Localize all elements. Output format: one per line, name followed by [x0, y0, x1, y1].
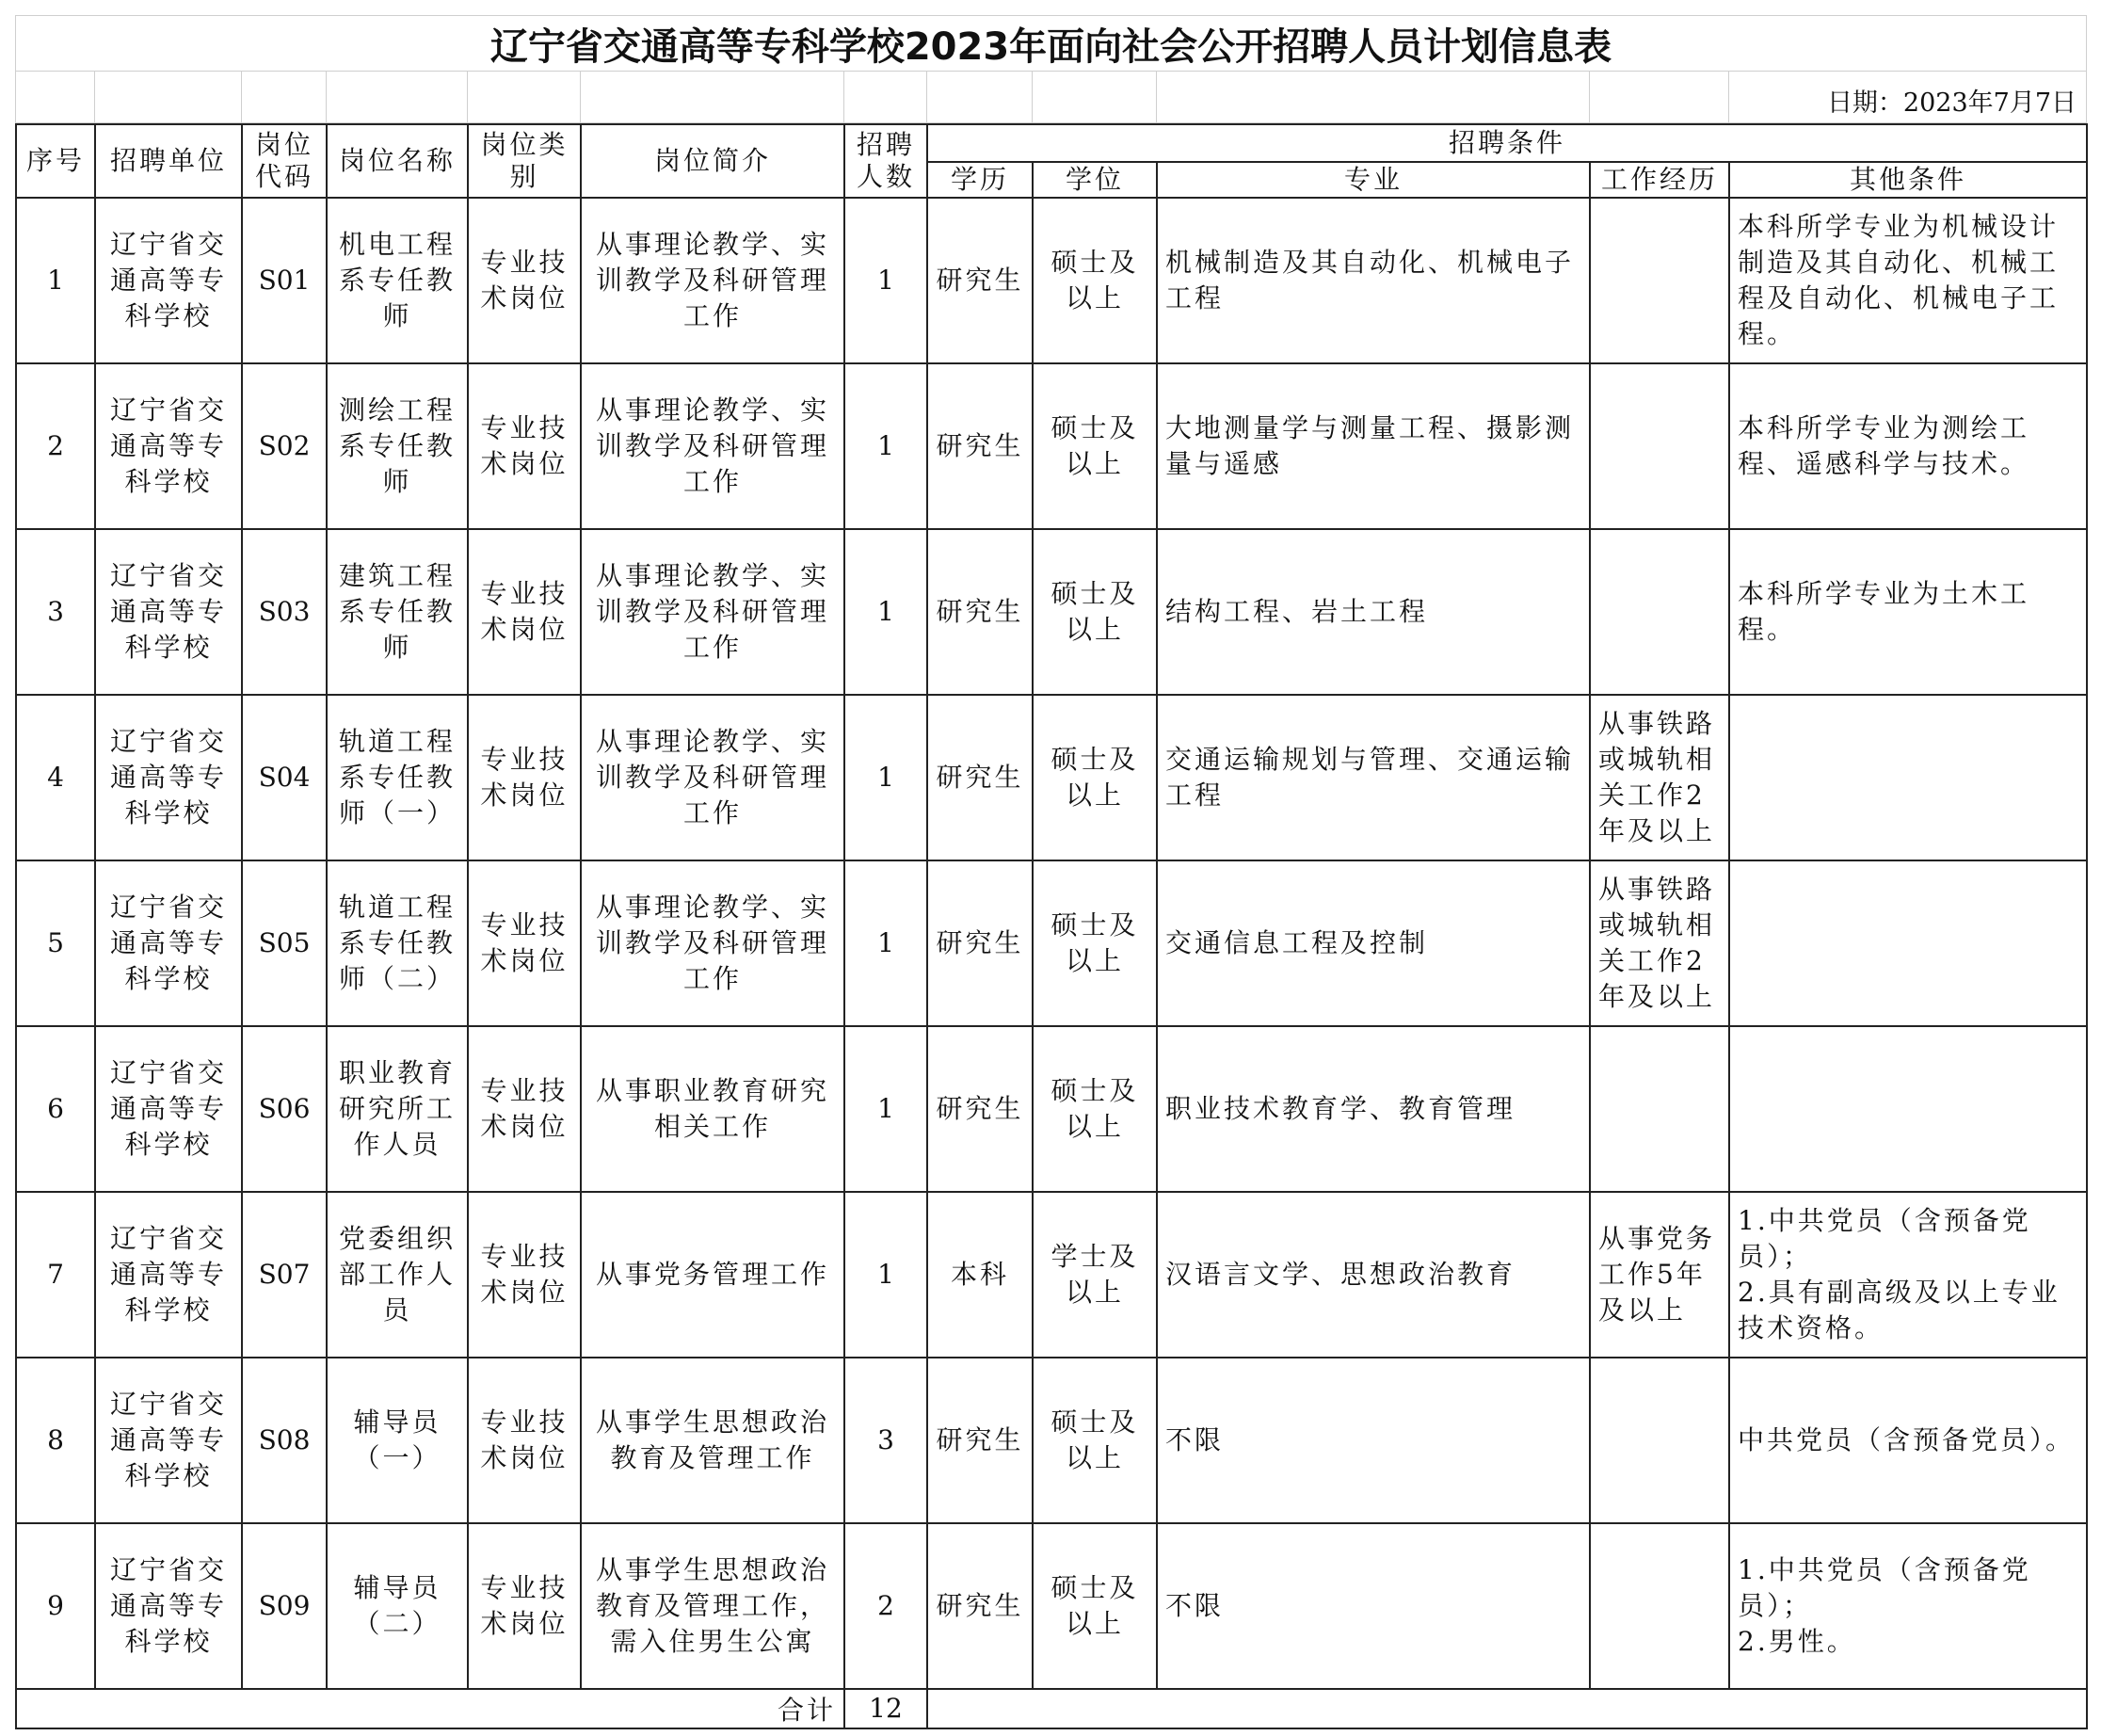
cell-seq: 7	[16, 1192, 95, 1358]
blank-cell	[1033, 72, 1157, 123]
cell-code: S06	[242, 1026, 327, 1192]
cell-experience	[1590, 363, 1729, 529]
cell-experience	[1590, 1026, 1729, 1192]
total-label: 合计	[16, 1689, 844, 1728]
header-type: 岗位类 别	[468, 124, 581, 198]
blank-cell	[95, 72, 242, 123]
table-row	[16, 1358, 2087, 1523]
cell-other-conditions	[1729, 1026, 2087, 1192]
blank-cell	[1590, 72, 1729, 123]
cell-education: 研究生	[927, 695, 1033, 860]
cell-other-conditions: 本科所学专业为机械设计制造及其自动化、机械工程及自动化、机械电子工程。	[1729, 198, 2087, 363]
blank-cell	[327, 72, 468, 123]
cell-other-conditions	[1729, 695, 2087, 860]
cell-code: S02	[242, 363, 327, 529]
header-count: 招聘 人数	[844, 124, 927, 198]
cell-degree: 硕士及以上	[1033, 695, 1157, 860]
cell-position-type: 专业技术岗位	[468, 1192, 581, 1358]
cell-position-type: 专业技术岗位	[468, 198, 581, 363]
cell-position-type: 专业技术岗位	[468, 529, 581, 695]
cell-seq: 5	[16, 860, 95, 1026]
cell-education: 研究生	[927, 860, 1033, 1026]
cell-count: 1	[844, 1192, 927, 1358]
blank-cell	[927, 72, 1033, 123]
blank-cell	[468, 72, 581, 123]
cell-position-name: 建筑工程系专任教师	[327, 529, 468, 695]
cell-unit: 辽宁省交通高等专科学校	[95, 1523, 242, 1689]
cell-description: 从事学生思想政治教育及管理工作	[581, 1358, 844, 1523]
cell-education: 研究生	[927, 529, 1033, 695]
table-row	[16, 363, 2087, 529]
cell-major: 交通信息工程及控制	[1157, 860, 1590, 1026]
cell-experience: 从事铁路或城轨相关工作2年及以上	[1590, 860, 1729, 1026]
cell-experience	[1590, 1523, 1729, 1689]
cell-position-name: 辅导员（二）	[327, 1523, 468, 1689]
page-title: 辽宁省交通高等专科学校2023年面向社会公开招聘人员计划信息表	[16, 16, 2087, 72]
cell-code: S01	[242, 198, 327, 363]
cell-code: S09	[242, 1523, 327, 1689]
cell-code: S03	[242, 529, 327, 695]
cell-unit: 辽宁省交通高等专科学校	[95, 363, 242, 529]
cell-major: 汉语言文学、思想政治教育	[1157, 1192, 1590, 1358]
table-row	[16, 1192, 2087, 1358]
cell-other-conditions: 中共党员（含预备党员）。	[1729, 1358, 2087, 1523]
cell-degree: 硕士及以上	[1033, 1523, 1157, 1689]
cell-description: 从事理论教学、实训教学及科研管理工作	[581, 695, 844, 860]
cell-other-conditions: 1.中共党员（含预备党员）； 2.具有副高级及以上专业技术资格。	[1729, 1192, 2087, 1358]
blank-cell	[1157, 72, 1590, 123]
table-row	[16, 695, 2087, 860]
cell-other-conditions: 本科所学专业为测绘工程、遥感科学与技术。	[1729, 363, 2087, 529]
cell-degree: 硕士及以上	[1033, 1358, 1157, 1523]
header-education: 学历	[927, 162, 1033, 198]
cell-count: 1	[844, 529, 927, 695]
recruitment-table	[15, 123, 2088, 1729]
cell-seq: 4	[16, 695, 95, 860]
cell-education: 本科	[927, 1192, 1033, 1358]
cell-description: 从事理论教学、实训教学及科研管理工作	[581, 363, 844, 529]
cell-experience	[1590, 1358, 1729, 1523]
header-name: 岗位名称	[327, 124, 468, 198]
table-row	[16, 1026, 2087, 1192]
header-other: 其他条件	[1729, 162, 2087, 198]
cell-major: 职业技术教育学、教育管理	[1157, 1026, 1590, 1192]
table-row	[16, 529, 2087, 695]
cell-code: S07	[242, 1192, 327, 1358]
blank-cell	[242, 72, 327, 123]
cell-major: 机械制造及其自动化、机械电子工程	[1157, 198, 1590, 363]
date-label: 日期：2023年7月7日	[1729, 72, 2087, 123]
cell-degree: 硕士及以上	[1033, 363, 1157, 529]
cell-major: 大地测量学与测量工程、摄影测量与遥感	[1157, 363, 1590, 529]
cell-position-name: 轨道工程系专任教师（二）	[327, 860, 468, 1026]
header-major: 专业	[1157, 162, 1590, 198]
cell-degree: 硕士及以上	[1033, 1026, 1157, 1192]
cell-degree: 硕士及以上	[1033, 198, 1157, 363]
cell-experience: 从事党务工作5年及以上	[1590, 1192, 1729, 1358]
cell-position-name: 辅导员（一）	[327, 1358, 468, 1523]
cell-position-type: 专业技术岗位	[468, 363, 581, 529]
cell-position-type: 专业技术岗位	[468, 1523, 581, 1689]
cell-education: 研究生	[927, 1523, 1033, 1689]
cell-description: 从事职业教育研究相关工作	[581, 1026, 844, 1192]
cell-count: 1	[844, 860, 927, 1026]
total-count: 12	[844, 1689, 927, 1728]
cell-seq: 6	[16, 1026, 95, 1192]
total-blank	[927, 1689, 2087, 1728]
cell-description: 从事理论教学、实训教学及科研管理工作	[581, 529, 844, 695]
cell-degree: 学士及以上	[1033, 1192, 1157, 1358]
cell-count: 1	[844, 695, 927, 860]
cell-code: S04	[242, 695, 327, 860]
header-conditions: 招聘条件	[927, 124, 2087, 162]
cell-description: 从事理论教学、实训教学及科研管理工作	[581, 198, 844, 363]
cell-unit: 辽宁省交通高等专科学校	[95, 1358, 242, 1523]
header-experience: 工作经历	[1590, 162, 1729, 198]
cell-code: S05	[242, 860, 327, 1026]
cell-education: 研究生	[927, 363, 1033, 529]
cell-seq: 2	[16, 363, 95, 529]
cell-count: 1	[844, 198, 927, 363]
cell-position-type: 专业技术岗位	[468, 1026, 581, 1192]
recruitment-sheet	[15, 15, 2086, 1726]
cell-count: 1	[844, 363, 927, 529]
cell-unit: 辽宁省交通高等专科学校	[95, 1026, 242, 1192]
cell-position-name: 测绘工程系专任教师	[327, 363, 468, 529]
blank-cell	[581, 72, 844, 123]
header-degree: 学位	[1033, 162, 1157, 198]
cell-unit: 辽宁省交通高等专科学校	[95, 198, 242, 363]
sheet-header	[15, 15, 2087, 123]
cell-position-name: 机电工程系专任教师	[327, 198, 468, 363]
cell-experience	[1590, 198, 1729, 363]
cell-education: 研究生	[927, 198, 1033, 363]
cell-unit: 辽宁省交通高等专科学校	[95, 695, 242, 860]
cell-degree: 硕士及以上	[1033, 860, 1157, 1026]
cell-description: 从事理论教学、实训教学及科研管理工作	[581, 860, 844, 1026]
cell-position-type: 专业技术岗位	[468, 860, 581, 1026]
cell-degree: 硕士及以上	[1033, 529, 1157, 695]
cell-unit: 辽宁省交通高等专科学校	[95, 1192, 242, 1358]
blank-cell	[844, 72, 927, 123]
table-row	[16, 1523, 2087, 1689]
cell-position-name: 职业教育研究所工作人员	[327, 1026, 468, 1192]
table-row	[16, 860, 2087, 1026]
cell-major: 结构工程、岩土工程	[1157, 529, 1590, 695]
cell-position-type: 专业技术岗位	[468, 695, 581, 860]
header-desc: 岗位简介	[581, 124, 844, 198]
header-seq: 序号	[16, 124, 95, 198]
cell-position-type: 专业技术岗位	[468, 1358, 581, 1523]
cell-experience: 从事铁路或城轨相关工作2年及以上	[1590, 695, 1729, 860]
cell-unit: 辽宁省交通高等专科学校	[95, 860, 242, 1026]
header-code: 岗位 代码	[242, 124, 327, 198]
cell-other-conditions: 本科所学专业为土木工程。	[1729, 529, 2087, 695]
cell-position-name: 轨道工程系专任教师（一）	[327, 695, 468, 860]
cell-major: 不限	[1157, 1358, 1590, 1523]
cell-major: 不限	[1157, 1523, 1590, 1689]
cell-major: 交通运输规划与管理、交通运输工程	[1157, 695, 1590, 860]
table-row	[16, 198, 2087, 363]
cell-count: 3	[844, 1358, 927, 1523]
cell-seq: 9	[16, 1523, 95, 1689]
cell-experience	[1590, 529, 1729, 695]
cell-position-name: 党委组织部工作人员	[327, 1192, 468, 1358]
cell-seq: 3	[16, 529, 95, 695]
cell-count: 1	[844, 1026, 927, 1192]
cell-code: S08	[242, 1358, 327, 1523]
cell-other-conditions	[1729, 860, 2087, 1026]
cell-other-conditions: 1.中共党员（含预备党员）； 2.男性。	[1729, 1523, 2087, 1689]
cell-description: 从事学生思想政治教育及管理工作，需入住男生公寓	[581, 1523, 844, 1689]
cell-seq: 8	[16, 1358, 95, 1523]
cell-seq: 1	[16, 198, 95, 363]
blank-cell	[16, 72, 95, 123]
header-unit: 招聘单位	[95, 124, 242, 198]
cell-unit: 辽宁省交通高等专科学校	[95, 529, 242, 695]
cell-description: 从事党务管理工作	[581, 1192, 844, 1358]
cell-count: 2	[844, 1523, 927, 1689]
cell-education: 研究生	[927, 1358, 1033, 1523]
cell-education: 研究生	[927, 1026, 1033, 1192]
